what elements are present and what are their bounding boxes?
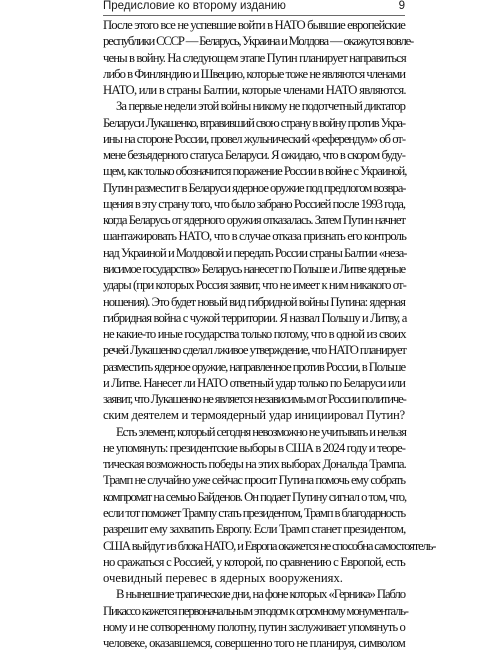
text-line: В нынешние трагические дни, на фоне которых «Герника» Пабло [116, 587, 405, 602]
text-line: тическая возможность победы на этих выборах Дональда Трампа. [103, 457, 406, 472]
text-line: разрешит ему захватить Европу. Если Трамп станет президентом, [103, 522, 406, 537]
text-line: и Литве. Нанесет ли НАТО ответный удар только по Беларуси или [103, 375, 405, 390]
text-line: шантажировать НАТО, что в случае отказа признать его контроль [103, 229, 407, 244]
text-line: Есть элемент, который сегодня невозможно не учитывать и нельзя [116, 424, 406, 439]
text-line: щения в эту страну того, что было забрано Россией после 1993 года, [103, 196, 405, 211]
text-line: висимое государство» Беларусь нанесет по Польше и Литве ядерные [103, 261, 405, 276]
text-line: США выйдут из блока НАТО, и Европа окажется не способна самостоятель- [103, 538, 436, 553]
text-line: речей Лукашенко сделал лживое утверждение, что НАТО планирует [103, 343, 406, 358]
running-header-title: Предисловие ко второму изданию [103, 0, 286, 12]
text-line: не какие-то иные государства только потому, что в одной из своих [103, 327, 406, 342]
page-number: 9 [398, 0, 405, 12]
text-line: ским деятелем и термоядерный удар инициировал Путин? [103, 408, 405, 423]
text-line: республики СССР — Беларусь, Украина и Молдова — окажутся вовле- [103, 34, 414, 49]
text-line: не упомянуть: президентские выборы в США в 2024 году и теоре- [103, 440, 405, 455]
body-text [103, 17, 436, 651]
text-line: над Украиной и Молдовой и передать России страны Балтии «неза- [103, 245, 407, 260]
text-line: После этого все не успевшие войти в НАТО бывшие европейские [103, 18, 405, 32]
text-line: удары (при которых Россия заявит, что не имеет к ним никакого от- [103, 278, 406, 293]
text-line: щем, как только обозначится поражение России в войне с Украиной, [103, 164, 407, 179]
text-line: мене безъядерного статуса Беларуси. Я ожидаю, что в скором буду- [103, 148, 405, 163]
text-line: Беларуси Лукашенко, втравивший свою страну в войну против Укра- [103, 115, 405, 130]
text-line: Путин разместит в Беларуси ядерное оружие под предлогом возвра- [103, 180, 406, 195]
text-line: ношения). Это будет новый вид гибридной войны Путина: ядерная [103, 294, 405, 309]
running-header [103, 0, 405, 14]
text-line: либо в Финляндию и Швецию, которые тоже не являются членами [103, 66, 405, 81]
text-line: компромат на семью Байденов. Он подает Путину сигнал о том, что, [103, 489, 407, 504]
text-line: если тот поможет Трампу стать президентом, Трамп в благодарность [103, 505, 406, 520]
text-line: гибридная война с чужой территории. Я назвал Польшу и Литву, а [103, 310, 407, 325]
text-line: но сражаться с Россией, у которой, по сравнению с Европой, есть [103, 554, 405, 569]
text-line: НАТО, или в страны Балтии, которые членами НАТО являются. [103, 83, 406, 98]
text-line: когда Беларусь от ядерного оружия отказалась. Затем Путин начнет [103, 213, 405, 228]
header-divider [103, 15, 405, 16]
text-line: За первые недели этой войны никому не подотчетный диктатор [116, 99, 405, 114]
text-line: разместить ядерное оружие, направленное против России, в Польше [103, 359, 405, 374]
text-line: чены в войну. На следующем этапе Путин планирует направиться [103, 50, 406, 65]
text-line: Трамп не случайно уже сейчас просит Путина помочь ему собрать [103, 473, 406, 488]
text-line: очевидный перевес в ядерных вооружениях. [103, 571, 343, 586]
text-line: ины на стороне России, провел жульнический «референдум» об от- [103, 131, 405, 146]
text-line: ному и не сотворенному полотну, путин заслуживает упомянуть о [103, 619, 405, 634]
text-line: человеке, оказавшемся, совершенно того не планируя, символом [103, 636, 405, 651]
text-line: заявит, что Лукашенко не является независимым от России политиче- [103, 392, 406, 407]
text-line: Пикассо кажется первоначальным этюдом к огромному монументаль- [103, 603, 408, 618]
